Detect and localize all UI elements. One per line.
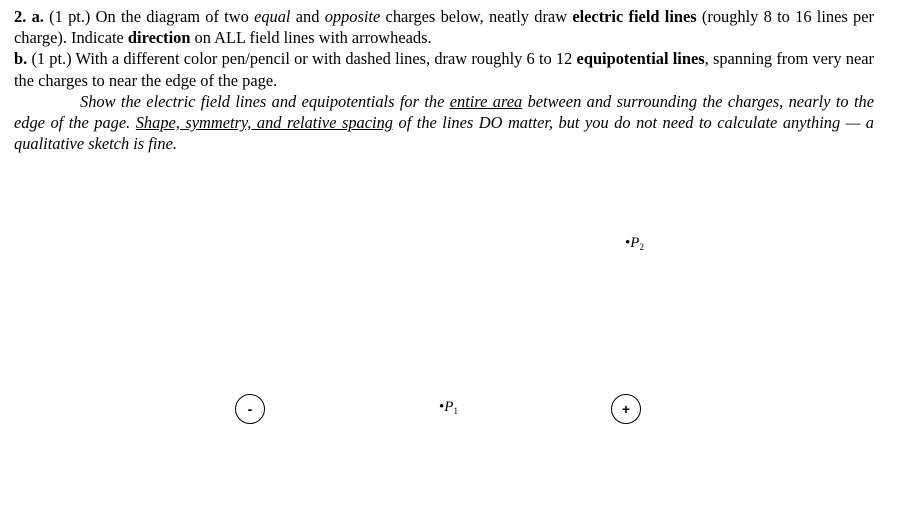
and-word: and [290, 7, 325, 26]
opposite-word: opposite [324, 7, 381, 26]
part-b-text-2: , spanning from very near the charges to near the edge of the page. [14, 49, 874, 90]
problem-text [14, 6, 874, 154]
part-b-label: b. [14, 49, 28, 69]
point-p1-dot: • [439, 399, 445, 415]
problem-number: 2. [14, 7, 27, 26]
instructions-text-2: between and surrounding the charges, nearly to the edge of the page. [14, 91, 874, 133]
point-p1-subscript: 1 [453, 406, 458, 416]
negative-charge-sign: - [247, 401, 253, 417]
point-p2-name: P [630, 235, 640, 251]
instructions-text-1: Show the electric field lines and equipotentials for the [80, 91, 450, 111]
part-b-paragraph [14, 48, 874, 90]
part-a-text-2: charges below, neatly draw [380, 7, 573, 26]
part-b-text-1: (1 pt.) With a different color pen/pencil or with dashed lines, draw roughly 6 to 12 [27, 49, 577, 69]
part-a-text-1: (1 pt.) On the diagram of two [49, 7, 255, 26]
positive-charge [611, 394, 641, 424]
point-p1 [439, 400, 458, 416]
negative-charge [235, 394, 265, 424]
part-a-text-3: (roughly 8 to 16 lines per charge). Indicate [14, 7, 874, 48]
entire-area-phrase: entire area [449, 91, 523, 111]
part-a-label: a. [31, 7, 44, 26]
part-a-text-4: on ALL field lines with arrowheads. [190, 28, 432, 48]
part-a-paragraph [14, 6, 874, 48]
point-p2-subscript: 2 [639, 242, 644, 252]
direction-term: direction [127, 28, 191, 48]
positive-charge-sign: + [621, 401, 631, 417]
point-p2 [625, 236, 644, 252]
shape-symmetry-phrase: Shape, symmetry, and relative spacing [135, 113, 393, 133]
point-p2-dot: • [625, 235, 631, 251]
instructions-paragraph [14, 91, 874, 155]
equal-word: equal [254, 7, 291, 26]
point-p1-name: P [444, 399, 454, 415]
field-lines-term: electric field lines [572, 7, 697, 26]
instructions-text-3: of the lines DO matter, but you do not need to calculate anything — a qualitative sketch is fine. [14, 113, 874, 154]
equipotential-term: equipotential lines [576, 49, 705, 69]
